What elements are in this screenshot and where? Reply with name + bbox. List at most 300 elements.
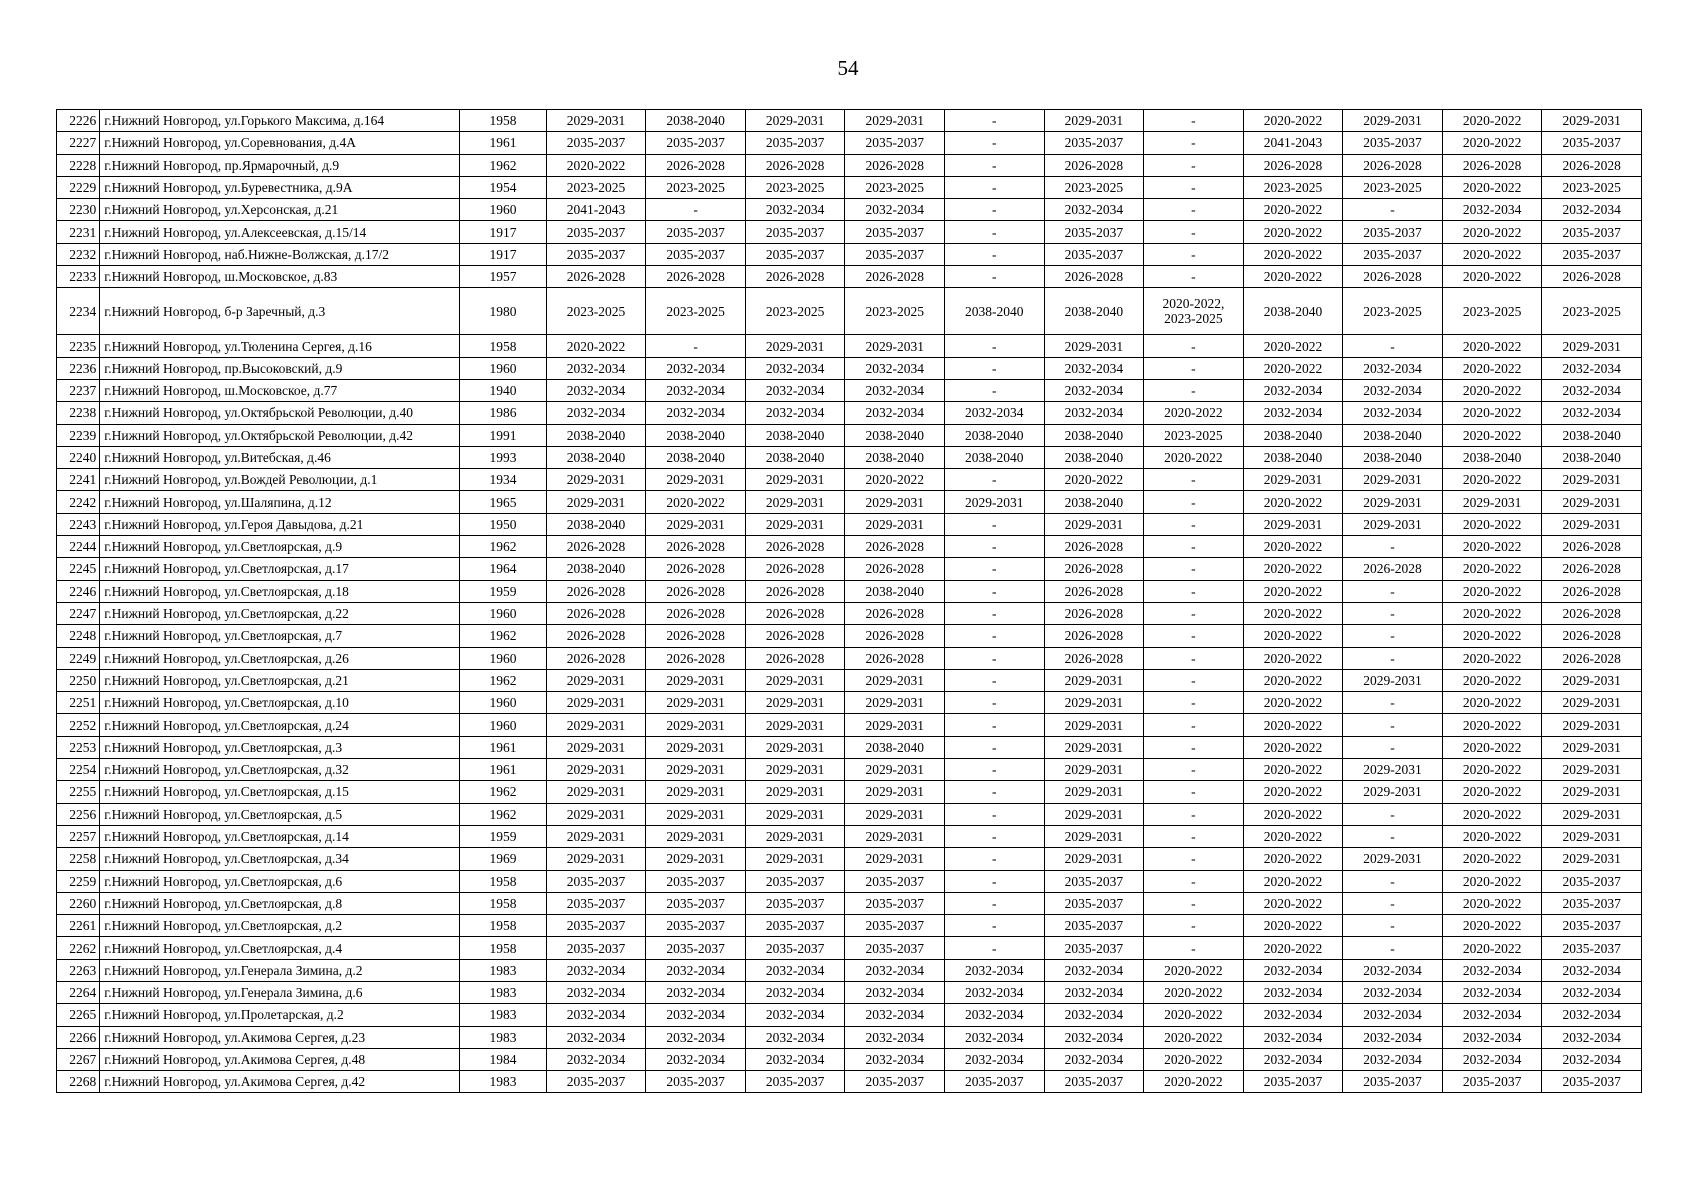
repair-period-cell: 2029-2031 <box>845 848 945 870</box>
table-row <box>57 1071 1642 1093</box>
repair-period-cell: - <box>1144 132 1244 154</box>
address-cell: г.Нижний Новгород, ул.Алексеевская, д.15/14 <box>100 221 460 243</box>
build-year-cell: 1958 <box>460 937 546 959</box>
row-number-cell: 2233 <box>57 266 100 288</box>
table-row <box>57 446 1642 468</box>
repair-period-cell: - <box>1343 335 1443 357</box>
row-number-cell: 2241 <box>57 469 100 491</box>
repair-period-cell: 2026-2028 <box>646 536 746 558</box>
repair-period-cell: 2038-2040 <box>945 424 1045 446</box>
repair-period-cell: 2026-2028 <box>546 580 646 602</box>
repair-period-cell: 2026-2028 <box>1044 647 1144 669</box>
repair-period-cell: - <box>945 669 1045 691</box>
repair-period-cell: 2032-2034 <box>1542 199 1642 221</box>
row-number-cell: 2235 <box>57 335 100 357</box>
repair-period-cell: 2026-2028 <box>845 154 945 176</box>
address-cell: г.Нижний Новгород, ул.Тюленина Сергея, д.16 <box>100 335 460 357</box>
repair-period-cell: 2032-2034 <box>1343 959 1443 981</box>
repair-period-cell: 2020-2022 <box>1442 469 1542 491</box>
repair-period-cell: 2020-2022 <box>1144 981 1244 1003</box>
repair-period-cell: 2020-2022 <box>1243 669 1343 691</box>
repair-period-cell: 2035-2037 <box>1343 221 1443 243</box>
repair-period-cell: 2029-2031 <box>1343 513 1443 535</box>
table-row <box>57 825 1642 847</box>
repair-period-cell: 2029-2031 <box>1044 781 1144 803</box>
repair-period-cell: 2020-2022 <box>1243 759 1343 781</box>
cell-line: 2023-2025 <box>1164 311 1223 327</box>
repair-period-cell: 2035-2037 <box>1343 132 1443 154</box>
repair-period-cell: 2026-2028 <box>845 625 945 647</box>
build-year-cell: 1984 <box>460 1048 546 1070</box>
repair-period-cell: - <box>945 625 1045 647</box>
repair-period-cell: 2032-2034 <box>1343 1004 1443 1026</box>
repair-period-cell: 2029-2031 <box>1542 736 1642 758</box>
repair-period-cell: 2032-2034 <box>546 402 646 424</box>
repair-period-cell: - <box>1144 357 1244 379</box>
address-cell: г.Нижний Новгород, ул.Светлоярская, д.6 <box>100 870 460 892</box>
repair-period-cell: 2035-2037 <box>745 937 845 959</box>
repair-period-cell: 2026-2028 <box>845 266 945 288</box>
repair-period-cell: 2020-2022 <box>1442 870 1542 892</box>
repair-period-cell: 2035-2037 <box>1542 132 1642 154</box>
repair-period-cell: 2032-2034 <box>845 357 945 379</box>
row-number-cell: 2257 <box>57 825 100 847</box>
repair-period-cell: 2029-2031 <box>646 714 746 736</box>
repair-period-cell: 2035-2037 <box>1243 1071 1343 1093</box>
repair-period-cell: - <box>945 469 1045 491</box>
table-row <box>57 558 1642 580</box>
build-year-cell: 1962 <box>460 669 546 691</box>
row-number-cell: 2259 <box>57 870 100 892</box>
repair-period-cell: 2029-2031 <box>546 759 646 781</box>
repair-period-cell: 2026-2028 <box>646 154 746 176</box>
repair-period-cell: 2038-2040 <box>1243 288 1343 335</box>
repair-period-cell: 2029-2031 <box>1044 714 1144 736</box>
repair-period-cell: 2035-2037 <box>745 243 845 265</box>
repair-period-cell: 2020-2022 <box>1442 781 1542 803</box>
repair-period-cell: 2035-2037 <box>845 915 945 937</box>
row-number-cell: 2251 <box>57 692 100 714</box>
repair-period-cell: 2032-2034 <box>1542 357 1642 379</box>
repair-period-cell: 2035-2037 <box>646 915 746 937</box>
row-number-cell: 2227 <box>57 132 100 154</box>
row-number-cell: 2260 <box>57 892 100 914</box>
repair-period-cell: 2032-2034 <box>1542 379 1642 401</box>
repair-period-cell: - <box>1144 736 1244 758</box>
table-row <box>57 357 1642 379</box>
repair-period-cell: 2029-2031 <box>1442 491 1542 513</box>
repair-period-cell: - <box>1343 825 1443 847</box>
repair-period-cell: 2032-2034 <box>546 379 646 401</box>
repair-period-cell: 2038-2040 <box>1044 491 1144 513</box>
table-row <box>57 602 1642 624</box>
repair-period-cell: 2020-2022 <box>1243 692 1343 714</box>
repair-period-cell: 2020-2022 <box>845 469 945 491</box>
repair-period-cell: 2029-2031 <box>1542 491 1642 513</box>
repair-period-cell: 2023-2025 <box>1542 288 1642 335</box>
row-number-cell: 2265 <box>57 1004 100 1026</box>
address-cell: г.Нижний Новгород, ул.Светлоярская, д.8 <box>100 892 460 914</box>
repair-period-cell: 2026-2028 <box>845 536 945 558</box>
repair-period-cell: - <box>945 558 1045 580</box>
build-year-cell: 1962 <box>460 803 546 825</box>
table-row <box>57 536 1642 558</box>
address-cell: г.Нижний Новгород, б-р Заречный, д.3 <box>100 288 460 335</box>
repair-period-cell: 2020-2022 <box>1442 602 1542 624</box>
repair-period-cell: 2020-2022 <box>1442 110 1542 132</box>
build-year-cell: 1991 <box>460 424 546 446</box>
repair-period-cell: 2032-2034 <box>1044 1048 1144 1070</box>
repair-period-cell: 2020-2022 <box>1442 937 1542 959</box>
table-row <box>57 959 1642 981</box>
build-year-cell: 1962 <box>460 781 546 803</box>
repair-period-cell: 2020-2022 <box>1144 446 1244 468</box>
repair-period-cell: 2020-2022 <box>1442 669 1542 691</box>
repair-period-cell: 2029-2031 <box>845 491 945 513</box>
repair-period-cell: 2032-2034 <box>1442 1004 1542 1026</box>
repair-period-cell: - <box>1144 669 1244 691</box>
repair-period-cell: 2038-2040 <box>646 110 746 132</box>
row-number-cell: 2250 <box>57 669 100 691</box>
repair-period-cell: - <box>945 759 1045 781</box>
repair-period-cell: 2020-2022 <box>1442 825 1542 847</box>
address-cell: г.Нижний Новгород, ул.Херсонская, д.21 <box>100 199 460 221</box>
repair-period-cell: 2029-2031 <box>1343 469 1443 491</box>
address-cell: г.Нижний Новгород, ул.Светлоярская, д.22 <box>100 602 460 624</box>
repair-period-cell: 2032-2034 <box>845 1026 945 1048</box>
repair-period-cell: 2035-2037 <box>546 243 646 265</box>
row-number-cell: 2255 <box>57 781 100 803</box>
repair-period-cell: 2032-2034 <box>745 1048 845 1070</box>
repair-period-cell: - <box>1144 558 1244 580</box>
repair-period-cell: 2029-2031 <box>745 513 845 535</box>
repair-period-cell: 2029-2031 <box>646 692 746 714</box>
repair-period-cell: 2026-2028 <box>546 266 646 288</box>
repair-period-cell: - <box>1144 714 1244 736</box>
repair-period-cell: 2032-2034 <box>845 379 945 401</box>
repair-period-cell: - <box>1144 915 1244 937</box>
repair-period-cell: 2029-2031 <box>1542 469 1642 491</box>
repair-period-cell: 2026-2028 <box>646 580 746 602</box>
repair-period-cell: 2035-2037 <box>845 892 945 914</box>
repair-period-cell: 2032-2034 <box>745 379 845 401</box>
address-cell: г.Нижний Новгород, ул.Горького Максима, д.164 <box>100 110 460 132</box>
repair-period-cell: 2038-2040 <box>745 446 845 468</box>
repair-period-cell: 2032-2034 <box>546 959 646 981</box>
repair-period-cell: 2026-2028 <box>745 625 845 647</box>
repair-period-cell: 2035-2037 <box>1542 243 1642 265</box>
repair-period-cell: - <box>1144 536 1244 558</box>
repair-period-cell: 2026-2028 <box>745 580 845 602</box>
row-number-cell: 2261 <box>57 915 100 937</box>
repair-period-cell: 2029-2031 <box>1044 110 1144 132</box>
repair-period-cell: 2023-2025 <box>745 176 845 198</box>
repair-period-cell: 2026-2028 <box>546 625 646 647</box>
row-number-cell: 2248 <box>57 625 100 647</box>
repair-period-cell: 2029-2031 <box>546 669 646 691</box>
repair-period-cell: 2029-2031 <box>745 669 845 691</box>
repair-period-cell: 2038-2040 <box>546 558 646 580</box>
repair-period-cell: 2026-2028 <box>1542 625 1642 647</box>
repair-period-cell: 2020-2022 <box>1243 937 1343 959</box>
repair-period-cell: 2035-2037 <box>1044 1071 1144 1093</box>
table-row <box>57 199 1642 221</box>
repair-period-cell: 2029-2031 <box>745 110 845 132</box>
repair-period-cell: - <box>945 580 1045 602</box>
repair-period-cell: 2035-2037 <box>745 870 845 892</box>
table-row <box>57 424 1642 446</box>
repair-period-cell: 2029-2031 <box>1044 825 1144 847</box>
repair-period-cell: 2032-2034 <box>1343 981 1443 1003</box>
repair-period-cell: 2032-2034 <box>1442 959 1542 981</box>
row-number-cell: 2236 <box>57 357 100 379</box>
repair-period-cell: 2035-2037 <box>845 937 945 959</box>
repair-period-cell: 2029-2031 <box>1542 714 1642 736</box>
repair-period-cell: 2032-2034 <box>1343 402 1443 424</box>
repair-period-cell: 2029-2031 <box>1542 803 1642 825</box>
repair-period-cell: 2020-2022 <box>1243 580 1343 602</box>
build-year-cell: 1960 <box>460 647 546 669</box>
repair-period-cell: 2020-2022 <box>1442 692 1542 714</box>
address-cell: г.Нижний Новгород, ул.Акимова Сергея, д.48 <box>100 1048 460 1070</box>
table-row <box>57 1026 1642 1048</box>
repair-period-cell: 2029-2031 <box>1044 759 1144 781</box>
table-row <box>57 625 1642 647</box>
repair-period-cell: 2032-2034 <box>646 959 746 981</box>
repair-period-cell: - <box>1144 692 1244 714</box>
build-year-cell: 1961 <box>460 736 546 758</box>
repair-period-cell: 2032-2034 <box>646 981 746 1003</box>
repair-period-cell: 2020-2022 <box>1243 736 1343 758</box>
repair-period-cell: 2026-2028 <box>1542 558 1642 580</box>
repair-period-cell: 2020-2022 <box>1442 402 1542 424</box>
repair-period-cell: - <box>945 825 1045 847</box>
repair-period-cell: 2032-2034 <box>845 1048 945 1070</box>
repair-period-cell: 2038-2040 <box>1343 446 1443 468</box>
repair-period-cell: 2032-2034 <box>745 1026 845 1048</box>
repair-period-cell: 2020-2022 <box>1243 558 1343 580</box>
repair-period-cell: - <box>1343 870 1443 892</box>
repair-period-cell: 2020-2022 <box>1144 1048 1244 1070</box>
repair-period-cell: 2026-2028 <box>546 602 646 624</box>
repair-period-cell: 2026-2028 <box>845 647 945 669</box>
row-number-cell: 2267 <box>57 1048 100 1070</box>
repair-period-cell: - <box>945 110 1045 132</box>
table-row <box>57 669 1642 691</box>
repair-period-cell: 2035-2037 <box>1044 870 1144 892</box>
repair-period-cell: 2032-2034 <box>1343 1026 1443 1048</box>
repair-period-cell: 2020-2022 <box>1442 580 1542 602</box>
build-year-cell: 1960 <box>460 602 546 624</box>
repair-period-cell: 2026-2028 <box>646 558 746 580</box>
table-row <box>57 870 1642 892</box>
table-row <box>57 288 1642 335</box>
repair-period-cell: 2035-2037 <box>646 132 746 154</box>
repair-period-cell: - <box>945 513 1045 535</box>
build-year-cell: 1965 <box>460 491 546 513</box>
address-cell: г.Нижний Новгород, ул.Акимова Сергея, д.42 <box>100 1071 460 1093</box>
repair-period-cell: 2026-2028 <box>1542 266 1642 288</box>
build-year-cell: 1958 <box>460 335 546 357</box>
repair-period-cell: 2026-2028 <box>745 558 845 580</box>
repair-period-cell: 2035-2037 <box>546 221 646 243</box>
repair-period-cell: - <box>1144 266 1244 288</box>
repair-period-cell: 2020-2022 <box>1243 199 1343 221</box>
repair-period-cell: 2020-2022 <box>1442 513 1542 535</box>
repair-period-cell: 2032-2034 <box>1442 981 1542 1003</box>
repair-period-cell: 2035-2037 <box>546 1071 646 1093</box>
repair-period-cell: 2029-2031 <box>1542 825 1642 847</box>
repair-period-cell: 2029-2031 <box>1243 469 1343 491</box>
address-cell: г.Нижний Новгород, ш.Московское, д.77 <box>100 379 460 401</box>
repair-period-cell: 2026-2028 <box>1343 558 1443 580</box>
repair-period-cell: - <box>1144 110 1244 132</box>
address-cell: г.Нижний Новгород, ул.Октябрьской Революции, д.40 <box>100 402 460 424</box>
row-number-cell: 2230 <box>57 199 100 221</box>
repair-period-cell: - <box>1343 937 1443 959</box>
repair-period-cell: 2035-2037 <box>546 870 646 892</box>
repair-period-cell: 2035-2037 <box>1542 915 1642 937</box>
repair-period-cell: 2032-2034 <box>1243 379 1343 401</box>
repair-period-cell: 2038-2040 <box>546 446 646 468</box>
address-cell: г.Нижний Новгород, ул.Витебская, д.46 <box>100 446 460 468</box>
repair-period-cell: - <box>1343 892 1443 914</box>
repair-period-cell: 2023-2025 <box>1243 176 1343 198</box>
build-year-cell: 1958 <box>460 870 546 892</box>
repair-period-cell: 2020-2022 <box>1442 558 1542 580</box>
cell-line: 2020-2022, <box>1162 296 1225 312</box>
repair-period-cell: 2038-2040 <box>945 446 1045 468</box>
repair-period-cell: 2038-2040 <box>845 424 945 446</box>
repair-period-cell: 2029-2031 <box>845 669 945 691</box>
repair-period-cell: 2023-2025 <box>646 176 746 198</box>
repair-period-cell: - <box>1343 580 1443 602</box>
repair-period-cell: - <box>945 132 1045 154</box>
repair-period-cell: 2020-2022 <box>1442 335 1542 357</box>
repair-period-cell: - <box>945 536 1045 558</box>
build-year-cell: 1960 <box>460 692 546 714</box>
repair-period-cell: - <box>1144 848 1244 870</box>
repair-period-cell: 2020-2022 <box>1243 848 1343 870</box>
repair-period-cell: 2026-2028 <box>1542 602 1642 624</box>
repair-period-cell: 2029-2031 <box>1044 669 1144 691</box>
repair-period-cell: - <box>945 176 1045 198</box>
row-number-cell: 2243 <box>57 513 100 535</box>
row-number-cell: 2256 <box>57 803 100 825</box>
repair-period-cell: 2038-2040 <box>1243 424 1343 446</box>
build-year-cell: 1960 <box>460 357 546 379</box>
row-number-cell: 2253 <box>57 736 100 758</box>
repair-period-cell: 2020-2022 <box>1243 243 1343 265</box>
repair-period-cell: 2032-2034 <box>646 1026 746 1048</box>
repair-period-cell: 2035-2037 <box>646 870 746 892</box>
repair-period-cell: 2020-2022 <box>546 154 646 176</box>
repair-period-cell: 2035-2037 <box>745 221 845 243</box>
repair-period-cell: 2029-2031 <box>546 848 646 870</box>
build-year-cell: 1962 <box>460 536 546 558</box>
repair-period-cell: 2035-2037 <box>646 221 746 243</box>
repair-period-cell: 2029-2031 <box>1044 335 1144 357</box>
repair-period-cell: 2038-2040 <box>1442 446 1542 468</box>
table-row <box>57 266 1642 288</box>
repair-period-cell: 2023-2025 <box>546 288 646 335</box>
build-year-cell: 1934 <box>460 469 546 491</box>
table-row <box>57 221 1642 243</box>
repair-period-cell: 2020-2022 <box>1442 243 1542 265</box>
repair-period-cell: 2035-2037 <box>546 132 646 154</box>
repair-period-cell: - <box>945 736 1045 758</box>
repair-period-cell: 2032-2034 <box>745 959 845 981</box>
repair-period-cell: 2020-2022 <box>1243 221 1343 243</box>
repair-period-cell: - <box>945 714 1045 736</box>
repair-period-cell: - <box>1144 580 1244 602</box>
address-cell: г.Нижний Новгород, ул.Светлоярская, д.5 <box>100 803 460 825</box>
repair-period-cell: 2026-2028 <box>1044 602 1144 624</box>
build-year-cell: 1960 <box>460 714 546 736</box>
repair-period-cell: 2029-2031 <box>745 781 845 803</box>
row-number-cell: 2264 <box>57 981 100 1003</box>
repair-period-cell: - <box>945 357 1045 379</box>
repair-period-cell: 2032-2034 <box>1044 1004 1144 1026</box>
repair-period-cell: - <box>945 266 1045 288</box>
repair-period-cell: 2029-2031 <box>745 469 845 491</box>
repair-period-cell: 2020-2022 <box>1442 736 1542 758</box>
repair-period-cell: 2029-2031 <box>845 335 945 357</box>
repair-period-cell: 2026-2028 <box>1243 154 1343 176</box>
repair-period-cell: 2026-2028 <box>1542 647 1642 669</box>
address-cell: г.Нижний Новгород, ул.Светлоярская, д.7 <box>100 625 460 647</box>
repair-period-cell: - <box>945 915 1045 937</box>
repair-period-cell: 2038-2040 <box>546 513 646 535</box>
repair-period-cell: 2032-2034 <box>845 402 945 424</box>
repair-period-cell: 2035-2037 <box>646 1071 746 1093</box>
repair-period-cell: 2029-2031 <box>845 513 945 535</box>
table-row <box>57 981 1642 1003</box>
repair-period-cell: - <box>945 892 1045 914</box>
repair-period-cell: - <box>1144 870 1244 892</box>
repair-period-cell: 2029-2031 <box>1542 513 1642 535</box>
repair-period-cell: 2026-2028 <box>745 602 845 624</box>
address-cell: г.Нижний Новгород, ул.Светлоярская, д.15 <box>100 781 460 803</box>
repair-period-cell: 2035-2037 <box>745 915 845 937</box>
repair-period-cell: 2029-2031 <box>845 692 945 714</box>
row-number-cell: 2246 <box>57 580 100 602</box>
repair-period-cell: 2026-2028 <box>646 266 746 288</box>
repair-period-cell: 2029-2031 <box>1243 513 1343 535</box>
repair-period-cell: 2026-2028 <box>745 154 845 176</box>
table-row <box>57 692 1642 714</box>
row-number-cell: 2254 <box>57 759 100 781</box>
address-cell: г.Нижний Новгород, ул.Светлоярская, д.21 <box>100 669 460 691</box>
repair-period-cell: 2032-2034 <box>1044 1026 1144 1048</box>
row-number-cell: 2242 <box>57 491 100 513</box>
repair-period-cell: - <box>646 199 746 221</box>
repair-period-cell: 2020-2022 <box>1243 335 1343 357</box>
repair-period-cell: - <box>1343 625 1443 647</box>
repair-period-cell: - <box>1343 199 1443 221</box>
repair-period-cell: - <box>1144 781 1244 803</box>
repair-period-cell: 2029-2031 <box>845 825 945 847</box>
repair-period-cell: 2032-2034 <box>745 199 845 221</box>
repair-period-cell: 2038-2040 <box>845 580 945 602</box>
address-cell: г.Нижний Новгород, ул.Светлоярская, д.17 <box>100 558 460 580</box>
build-year-cell: 1986 <box>460 402 546 424</box>
build-year-cell: 1969 <box>460 848 546 870</box>
repair-period-cell: 2029-2031 <box>646 669 746 691</box>
repair-period-cell: 2020-2022 <box>1442 915 1542 937</box>
repair-period-cell: 2029-2031 <box>745 736 845 758</box>
repair-period-cell: 2029-2031 <box>845 759 945 781</box>
